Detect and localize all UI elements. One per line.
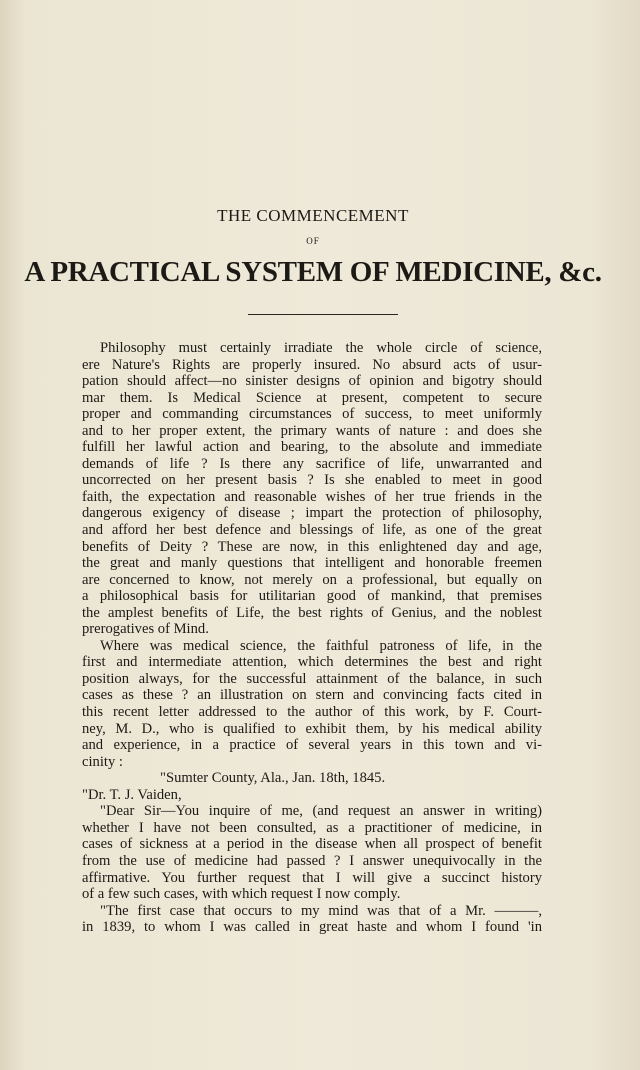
text-line: cases of sickness at a period in the disease when all prospect of benefit — [82, 836, 542, 853]
text-line: affirmative. You further request that I will give a succinct history — [82, 869, 542, 886]
text-line: and to her proper extent, the primary wants of nature : and does she — [82, 422, 542, 439]
text-line: this recent letter addressed to the author of this work, by F. Court- — [82, 704, 542, 721]
text-line: "Dear Sir—You inquire of me, (and request an answer in writing) — [100, 803, 542, 820]
text-line: ney, M. D., who is qualified to exhibit them, by his medical ability — [82, 720, 542, 737]
text-line: the great and manly questions that intelligent and honorable freemen — [82, 555, 542, 572]
heading-commencement: THE COMMENCEMENT — [217, 206, 409, 225]
text-line: pation should affect—no sinister designs of opinion and bigotry should — [82, 373, 542, 390]
text-line: dangerous exigency of disease ; impart the protection of philosophy, — [82, 505, 542, 522]
text-line: from the use of medicine had passed ? I answer unequivocally in the — [82, 852, 542, 869]
text-line: demands of life ? Is there any sacrifice of life, unwarranted and — [82, 455, 542, 472]
text-line: mar them. Is Medical Science at present, competent to secure — [82, 389, 542, 406]
text-line: cases as these ? an illustration on stern and convincing facts cited in — [82, 687, 542, 704]
text-line: position always, for the successful attainment of the balance, in such — [82, 670, 542, 687]
text-line: Philosophy must certainly irradiate the whole circle of science, — [100, 340, 542, 356]
text-line: Where was medical science, the faithful patroness of life, in the — [100, 637, 542, 654]
text-line: first and intermediate attention, which determines the best and right — [82, 654, 542, 671]
text-line: ere Nature's Rights are properly insured. No absurd acts of usur- — [82, 356, 542, 373]
text-line: prerogatives of Mind. — [82, 621, 209, 638]
heading-practical-system: A PRACTICAL SYSTEM OF MEDICINE, &c. — [24, 256, 602, 288]
text-line: proper and commanding circumstances of success, to meet uniformly — [82, 406, 542, 423]
text-line: fulfill her lawful action and bearing, to the absolute and immediate — [82, 439, 542, 456]
text-line: faith, the expectation and reasonable wishes of her true friends in the — [82, 488, 542, 505]
text-line: and afford her best defence and blessings of life, as one of the great — [82, 522, 542, 539]
heading-of: OF — [306, 236, 320, 246]
text-line: in 1839, to whom I was called in great haste and whom I found 'in — [82, 919, 542, 936]
letter-salutation: "Dr. T. J. Vaiden, — [82, 786, 182, 803]
text-line: benefits of Deity ? These are now, in this enlightened day and age, — [82, 538, 542, 555]
text-line: uncorrected on her present basis ? Is she enabled to meet in good — [82, 472, 542, 489]
text-line: and experience, in a practice of several years in this town and vi- — [82, 737, 542, 754]
body-text — [82, 340, 542, 936]
letter-dateline: "Sumter County, Ala., Jan. 18th, 1845. — [160, 770, 386, 787]
text-line: cinity : — [82, 753, 123, 770]
text-line: of a few such cases, with which request I now comply. — [82, 886, 401, 903]
text-line: "The first case that occurs to my mind was that of a Mr. ———, — [100, 902, 542, 919]
text-line: whether I have not been consulted, as a practitioner of medicine, in — [82, 819, 542, 836]
text-line: the amplest benefits of Life, the best rights of Genius, and the noblest — [82, 604, 542, 621]
text-line: a philosophical basis for utilitarian good of mankind, that premises — [82, 588, 542, 605]
text-line: are concerned to know, not merely on a professional, but equally on — [82, 571, 542, 588]
title-divider-rule — [248, 314, 398, 315]
